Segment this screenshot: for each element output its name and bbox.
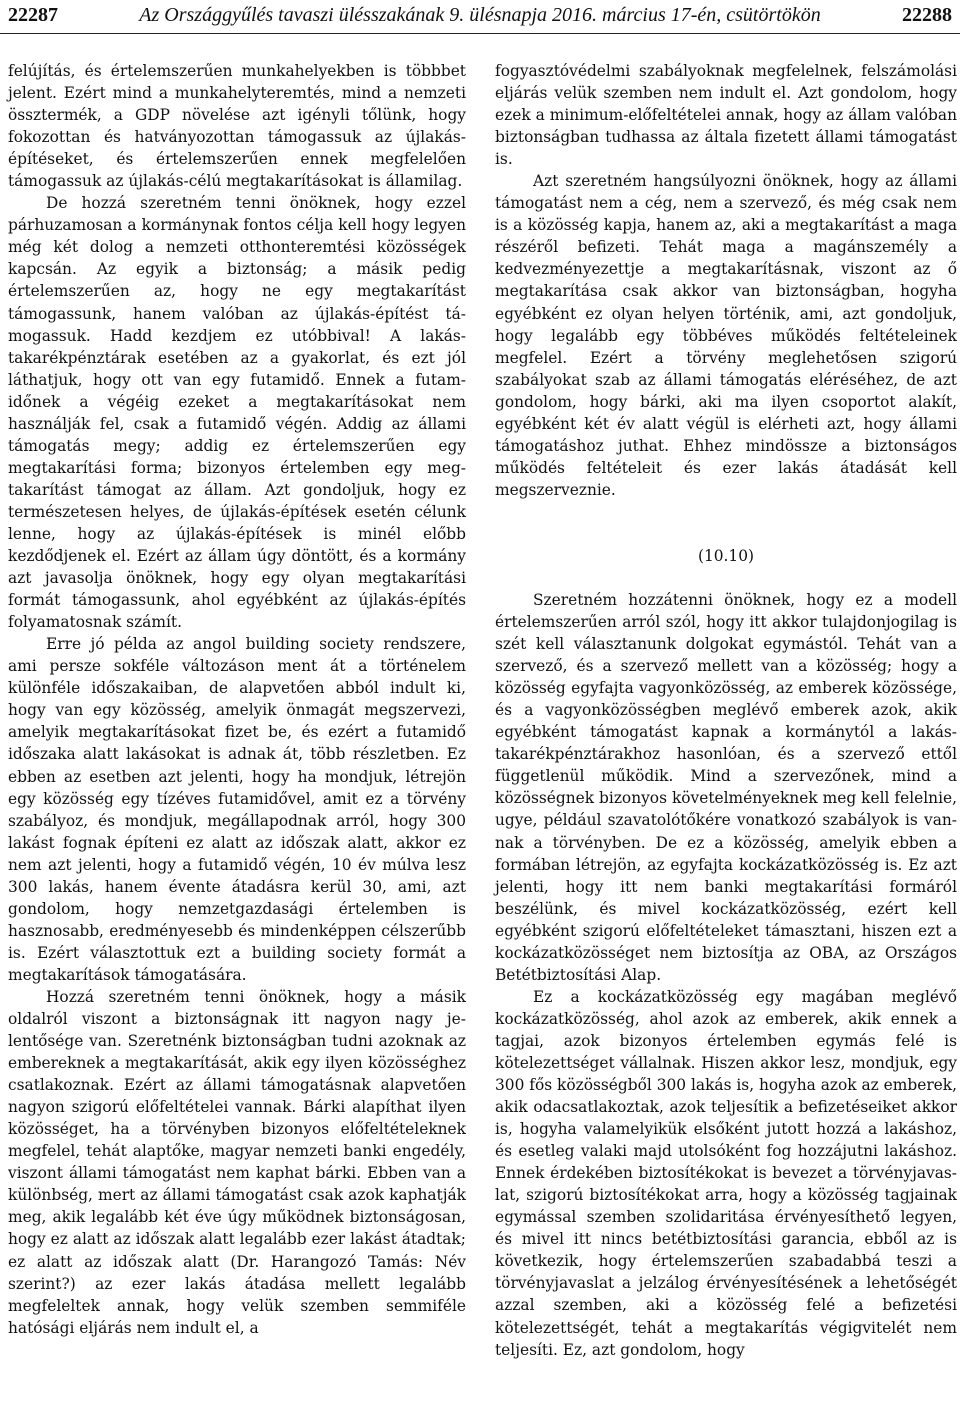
paragraph: Erre jó példa az angol building society rendszere, ami persze sokféle változáson ment át a történelem különféle időszakaiban, de alapvetően abból indult ki, hogy van egy közösség, amelyik önmagát megszervezi, amelyik megtakarításokat fizet be, és ezért a futamidő időszaka alatt lakásokat is adnak át, több részletben. Ez ebben az esetben azt jelenti, hogy ha mondjuk, létrejön egy közösség egy tízéves futamidővel, amit ez a törvény szabályoz, és mondjuk, megállapodnak arról, hogy 300 lakást fognak építeni ez alatt az időszak alatt, akkor ez nem azt jelenti, hogy a futamidő végén, 10 év múlva lesz 300 lakás, hanem évente átadásra kerül 30, ami, azt gondolom, hogy nemzetgazdasági értelemben is hasznosabb, eredményesebb és mindenképpen célszerűbb is. Ezért választottuk ezt a building society formát a megtakarítások támogatására. [8, 635, 466, 984]
paragraph: felújítás, és értelemszerűen munkahelyekben is többbet jelent. Ezért mind a munkahelyteremtés, mind a nemzeti össztermék, a GDP növelése azt igényli tőlünk, hogy fokozottan és hatványozottan támogassuk az újlakás-építéseket, és értelemszerűen ennek megfelelően támogassuk az újlakás-célú megtakarításokat is államilag. [8, 62, 466, 191]
paragraph: fogyasztóvédelmi szabályoknak megfelelnek, felszámolási eljárás velük szemben nem indult el. Azt gondolom, hogy ezek a minimum-előfeltételei annak, hogy az állam valóban biztonságban tudhassa az általa fizetett állami támogatást is. [495, 62, 957, 169]
page-number-left: 22287 [8, 4, 58, 26]
time-marker: (10.10) [697, 546, 755, 565]
paragraph: Hozzá szeretném tenni önöknek, hogy a másik oldalról viszont a biztonságnak itt nagyon nagy jelentősége van. Szeretnénk biztonságban tudni azoknak az embereknek a megtakarítását, akik egy ilyen közösséghez csatlakoznak. Ezért az állami támogatásnak alapvetően nagyon szigorú előfeltételei vannak. Bárki alapíthat ilyen közösséget, ha a törvényben bizonyos előfeltételeknek megfelel, tehát alaptőke, magyar nemzeti banki engedély, viszont állami támogatást nem kaphat bárki. Ebben van a különbség, mert az állami támogatást csak azok kaphatják meg, akik legalább két éve úgy működnek biztonságosan, hogy ez alatt az időszak alatt legalább ezer lakást átadtak; ez alatt az időszak alatt (Dr. Harangozó Tamás: Név szerint?) az ezer lakás átadása mellett legalább megfeleltek annak, hogy velük szemben semmiféle hatósági eljárás nem indult el, a [8, 987, 466, 1337]
paragraph: Ez a kockázatközösség egy magában meglévő kockázatközösség, ahol azok az emberek, akik ennek a tagjai, azok bizonyos értelemben egymás felé is kötelezettséget vállalnak. Hiszen akkor lesz, mondjuk, egy 300 fős közösségből 300 lakás is, hogyha azok az emberek, akik odacsatlakoztak, azok teljesítik a befizetéseiket akkor is, hogyha valamelyikük elsőként jutott hozzá a lakáshoz, és esetleg valaki majd utolsóként fog hozzájutni lakáshoz. Ennek érdekében biztosítékokat is bevezet a törvényjavaslat, szigorú biztosítékokat arra, hogy a közösség tagjainak egymással szemben szolidaritása érvényesíthető legyen, és mivel itt nincs betétbiztosítási garancia, ebből az is következik, hogy értelemszerűen szabadabbá teszi a törvényjavaslat a jelzálog érvényesítésének a lehetőségét azzal szemben, aki a közösség felé a befizetési kötelezettségét, tehát a megtakarítás végigvitelét nem teljesíti. Ez, azt gondolom, hogy [495, 987, 957, 1359]
page-number-right: 22288 [902, 4, 952, 26]
header-rule [0, 33, 960, 34]
page-header [0, 0, 960, 40]
paragraph: Azt szeretném hangsúlyozni önöknek, hogy az állami támogatást nem a cég, nem a szervező, és még csak nem is a közösség kapja, hanem az, aki a megtakarítást a maga részéről befizeti. Tehát maga a magánszemély a kedvezményezettje a megtakarításnak, viszont az ő megtakarítása csak akkor van biztonságban, hogyha egyébként ez olyan helyen történik, ami, azt gondoljuk, hogy legalább egy többéves működés feltételeinek megfelel. Ezért a törvény meglehetősen szigorú szabályokat szab az állami támogatás eléréséhez, de azt gondolom, hogy bárki, aki ma ilyen csoportot alakít, egyébként két év alatt végül is elérheti azt, hogy állami támogatáshoz juthat. Ehhez mindössze a biztonságos működés feltételeit és ezer lakás átadását kell megszerveznie. [495, 172, 957, 499]
paragraph: De hozzá szeretném tenni önöknek, hogy ezzel párhuzamosan a kormánynak fontos célja kell hogy legyen még két dolog a nemzeti otthonteremtési közösségek kapcsán. Az egyik a biztonság; a másik pedig értelemszerűen az, hogy ne egy megtakarítást támogassunk, hanem valóban az újlakás-építést támogassuk. Hadd kezdjem ez utóbbival! A lakástakarékpénztárak esetében az a gyakorlat, és ezt jól láthatjuk, hogy ott van egy futamidő. Ennek a futamidőnek a végéig ezeket a megtakarításokat nem használják fel, csak a futamidő végén. Addig az állami támogatás megy; addig ez értelemszerűen egy megtakarítási forma; bizonyos értelemben egy megtakarítást támogat az állam. Azt gondoljuk, hogy ez természetesen helyes, de újlakás-építések esetén célunk lenne, hogy az újlakás-építések is minél előbb kezdődjenek el. Ezért az állam úgy döntött, és a kormány azt javasolja önöknek, hogy egy olyan megtakarítási formát támogassunk, ahol egyébként az újlakás-építés folyamatosnak számít. [8, 194, 466, 632]
session-title: Az Országgyűlés tavaszi ülésszakának 9. ülésnapja 2016. március 17-én, csütörtökön [139, 4, 821, 26]
left-column [8, 60, 466, 1339]
right-column [495, 60, 957, 1361]
paragraph: Szeretném hozzátenni önöknek, hogy ez a modell értelemszerűen arról szól, hogy itt akkor tulajdonjogilag is szét kell választanunk dolgokat egymástól. Tehát van a szervező, és a szervező mellett van a közösség; hogy a közösség egyfajta vagyonközösség, az emberek közössége, és a vagyonközösségben meglévő emberek azok, akik egyébként támogatást kapnak a kormánytól a lakás-takarékpénztárakhoz hasonlóan, és a szervező ettől függetlenül működik. Mind a szervezőnek, mind a közösségnek bizonyos követelményeknek meg kell felelnie, ugye, például szavatolótőkére vonatkozó szabályok is vannak a törvényben. De ez a közösség, amelyik ebben a formában létrejön, az egyfajta kockázatközösség is. Ez azt jelenti, hogy itt nem banki megtakarítási formáról beszélünk, és mivel kockázatközösség, ezért kell egyébként szigorú előfeltételeket támasztani, hiszen ezt a kockázatközösséget nem biztosítja az OBA, az Országos Betétbiztosítási Alap. [495, 590, 957, 984]
